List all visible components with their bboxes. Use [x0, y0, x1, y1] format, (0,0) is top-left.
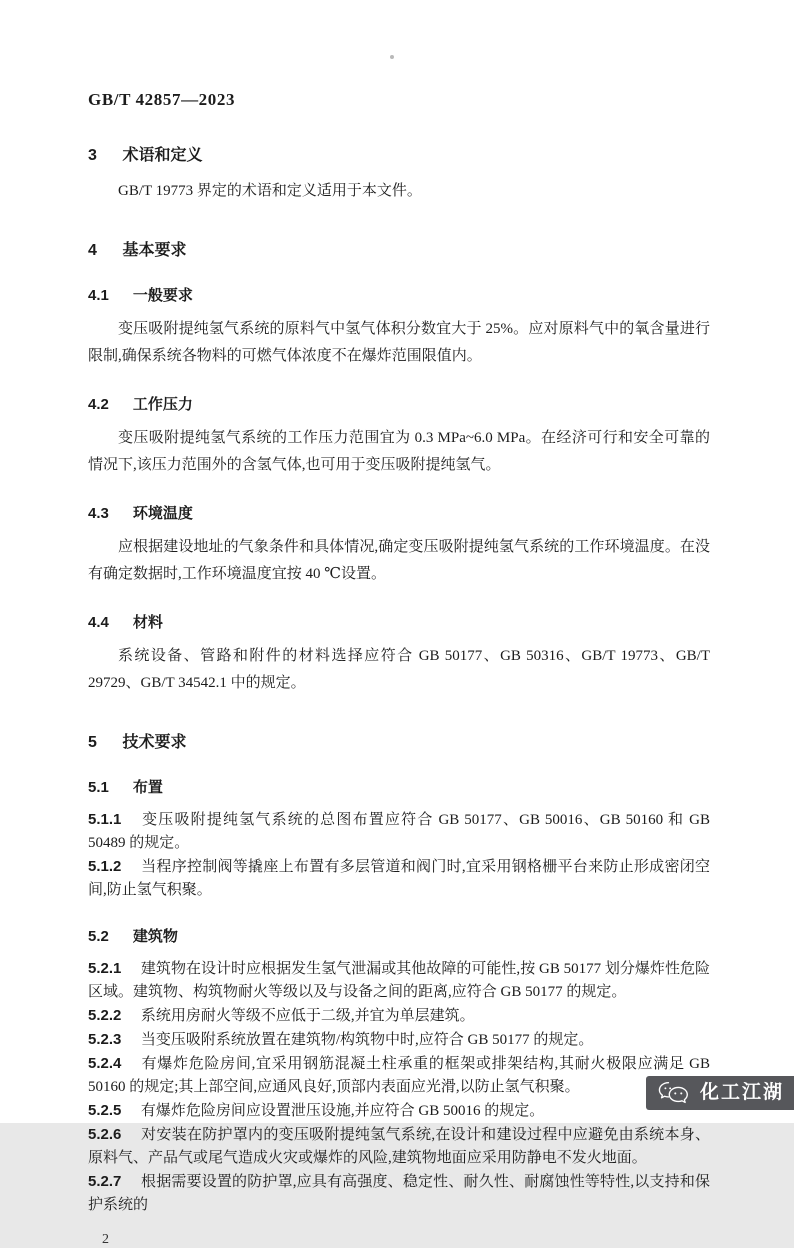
heading-title: 环境温度	[132, 505, 193, 522]
section-heading	[88, 927, 710, 946]
clause-text: 当变压吸附系统放置在建筑物/构筑物中时,应符合 GB 50177 的规定。	[140, 1032, 594, 1048]
clause	[88, 1052, 710, 1099]
paragraph: 系统设备、管路和附件的材料选择应符合 GB 50177、GB 50316、GB/T 19773、GB/T 29729、GB/T 34542.1 中的规定。	[88, 648, 710, 691]
paragraph: 应根据建设地址的气象条件和具体情况,确定变压吸附提纯氢气系统的工作环境温度。在没有确定数据时,工作环境温度宜按 40 ℃设置。	[88, 539, 710, 582]
clause	[88, 808, 710, 855]
paragraph: 变压吸附提纯氢气系统的工作压力范围宜为 0.3 MPa~6.0 MPa。在经济可行和安全可靠的情况下,该压力范围外的含氢气体,也可用于变压吸附提纯氢气。	[88, 430, 710, 473]
heading-title: 建筑物	[132, 928, 178, 945]
section-heading	[88, 778, 710, 797]
clause-text: 当程序控制阀等撬座上布置有多层管道和阀门时,宜采用钢格栅平台来防止形成密闭空间,防止氢气积聚。	[88, 859, 710, 898]
watermark-badge	[646, 1076, 794, 1110]
watermark-text: 化工江湖	[699, 1082, 784, 1103]
clause-number: 5.2.4	[88, 1055, 122, 1072]
clause-number: 5.1.1	[88, 811, 122, 828]
clause-text: 建筑物在设计时应根据发生氢气泄漏或其他故障的可能性,按 GB 50177 划分爆炸性危险区域。建筑物、构筑物耐火等级以及与设备之间的距离,应符合 GB 50177 的规定。	[88, 961, 710, 1000]
section-heading	[88, 241, 710, 261]
clause-number: 5.2.1	[88, 960, 122, 977]
clause-number: 5.2.2	[88, 1007, 122, 1024]
clause	[88, 957, 710, 1004]
clause	[88, 1004, 710, 1028]
clause-number: 5.2.3	[88, 1031, 122, 1048]
clause	[88, 1170, 710, 1217]
clause-number: 5.1.2	[88, 858, 122, 875]
wechat-chat-bubbles-icon	[656, 1080, 692, 1106]
section-heading	[88, 395, 710, 414]
heading-number: 5	[88, 734, 97, 751]
heading-number: 4	[88, 242, 97, 259]
document-body	[88, 146, 710, 1217]
page-number: 2	[102, 1232, 109, 1247]
clause-text: 变压吸附提纯氢气系统的总图布置应符合 GB 50177、GB 50016、GB 50160 和 GB 50489 的规定。	[88, 812, 710, 851]
clause-number: 5.2.5	[88, 1102, 122, 1119]
clause-text: 系统用房耐火等级不应低于二级,并宜为单层建筑。	[140, 1008, 475, 1024]
heading-title: 技术要求	[122, 734, 187, 751]
heading-number: 5.2	[88, 928, 109, 945]
section-heading	[88, 146, 710, 166]
heading-title: 材料	[132, 614, 163, 631]
heading-number: 5.1	[88, 779, 109, 796]
heading-number: 4.3	[88, 505, 109, 522]
heading-title: 术语和定义	[122, 147, 203, 164]
clause	[88, 855, 710, 902]
heading-title: 工作压力	[132, 396, 193, 413]
clause-text: 有爆炸危险房间,宜采用钢筋混凝土柱承重的框架或排架结构,其耐火极限应满足 GB 50160 的规定;其上部空间,应通风良好,顶部内表面应光滑,以防止氢气积聚。	[88, 1056, 710, 1095]
heading-number: 4.4	[88, 614, 109, 631]
section-heading	[88, 504, 710, 523]
heading-number: 3	[88, 147, 97, 164]
section-heading	[88, 733, 710, 753]
heading-number: 4.2	[88, 396, 109, 413]
clause	[88, 1099, 710, 1123]
section-heading	[88, 286, 710, 305]
clause-number: 5.2.6	[88, 1126, 122, 1143]
clause-text: 根据需要设置的防护罩,应具有高强度、稳定性、耐久性、耐腐蚀性等特性,以支持和保护系统的	[88, 1174, 710, 1213]
clause	[88, 1123, 710, 1170]
clause-number: 5.2.7	[88, 1173, 122, 1190]
scan-speck	[390, 55, 394, 59]
clause	[88, 1028, 710, 1052]
heading-title: 布置	[132, 779, 163, 796]
section-heading	[88, 613, 710, 632]
clause-text: 有爆炸危险房间应设置泄压设施,并应符合 GB 50016 的规定。	[140, 1103, 545, 1119]
clause-text: 对安装在防护罩内的变压吸附提纯氢气系统,在设计和建设过程中应避免由系统本身、原料气、产品气或尾气造成火灾或爆炸的风险,建筑物地面应采用防静电不发火地面。	[88, 1127, 710, 1166]
heading-number: 4.1	[88, 287, 109, 304]
standard-number: GB/T 42857—2023	[88, 90, 236, 109]
heading-title: 一般要求	[132, 287, 193, 304]
paragraph: GB/T 19773 界定的术语和定义适用于本文件。	[118, 183, 422, 199]
paragraph: 变压吸附提纯氢气系统的原料气中氢气体积分数宜大于 25%。应对原料气中的氧含量进行限制,确保系统各物料的可燃气体浓度不在爆炸范围限值内。	[88, 321, 710, 364]
heading-title: 基本要求	[122, 242, 187, 259]
